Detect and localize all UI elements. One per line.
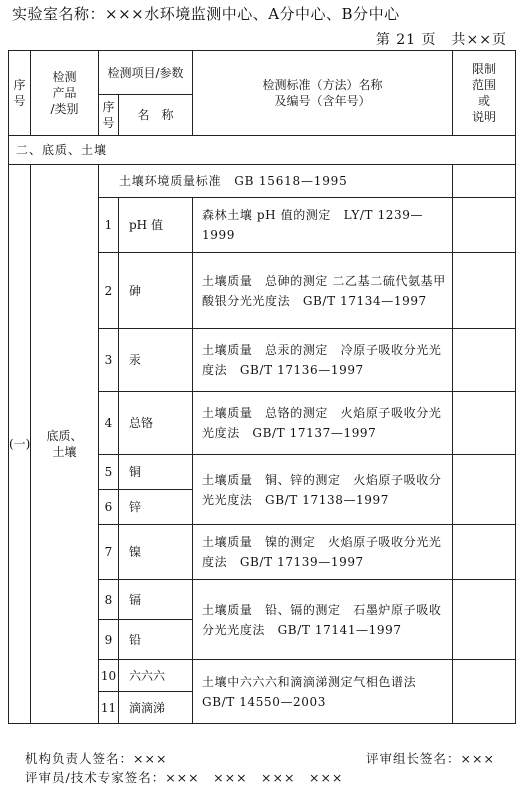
section-title: 二、底质、土壤 [9, 136, 516, 165]
item-name: 总铬 [119, 392, 193, 455]
item-standard: 土壤中六六六和滴滴涕测定气相色谱法 GB/T 14550—2003 [193, 660, 453, 724]
item-standard: 土壤质量 铅、镉的测定 石墨炉原子吸收分光光度法 GB/T 17141—1997 [193, 580, 453, 660]
item-standard: 土壤质量 总铬的测定 火焰原子吸收分光光度法 GB/T 17137—1997 [193, 392, 453, 455]
limit-cell [453, 660, 516, 724]
limit-cell [453, 253, 516, 329]
item-name: 六六六 [119, 660, 193, 692]
item-no: 7 [99, 525, 119, 580]
header-limit: 限制 范围 或 说明 [453, 51, 516, 136]
limit-cell [453, 329, 516, 392]
item-name: 滴滴涕 [119, 692, 193, 724]
item-standard: 土壤质量 总汞的测定 冷原子吸收分光光度法 GB/T 17136—1997 [193, 329, 453, 392]
standard-title: 土壤环境质量标准 GB 15618—1995 [99, 165, 453, 198]
item-no: 10 [99, 660, 119, 692]
org-head-signature: 机构负责人签名：××× [25, 751, 168, 766]
limit-cell [453, 198, 516, 253]
limit-cell [453, 455, 516, 525]
limit-cell [453, 165, 516, 198]
item-name: 镉 [119, 580, 193, 620]
item-name: 镍 [119, 525, 193, 580]
header-item: 检测项目/参数 [99, 51, 193, 95]
item-no: 4 [99, 392, 119, 455]
accreditation-table [8, 50, 516, 724]
item-no: 11 [99, 692, 119, 724]
limit-cell [453, 525, 516, 580]
item-no: 1 [99, 198, 119, 253]
item-standard: 森林土壤 pH 值的测定 LY/T 1239—1999 [193, 198, 453, 253]
page-info: 第 21 页 共××页 [375, 32, 507, 48]
item-name: 砷 [119, 253, 193, 329]
item-name: pH 值 [119, 198, 193, 253]
item-standard: 土壤质量 镍的测定 火焰原子吸收分光光度法 GB/T 17139—1997 [193, 525, 453, 580]
header-item-name: 名 称 [119, 95, 193, 136]
item-name: 铜 [119, 455, 193, 490]
limit-cell [453, 392, 516, 455]
item-name: 锌 [119, 490, 193, 525]
group-category: 底质、 土壤 [31, 165, 99, 724]
review-leader-signature: 评审组长签名：××× [366, 751, 495, 766]
item-standard: 土壤质量 总砷的测定 二乙基二硫代氨基甲酸银分光光度法 GB/T 17134—1997 [193, 253, 453, 329]
item-standard: 土壤质量 铜、锌的测定 火焰原子吸收分光光度法 GB/T 17138—1997 [193, 455, 453, 525]
item-no: 8 [99, 580, 119, 620]
lab-name: 实验室名称：×××水环境监测中心、A分中心、B分中心 [12, 5, 400, 23]
limit-cell [453, 580, 516, 660]
header-seq: 序 号 [9, 51, 31, 136]
item-no: 3 [99, 329, 119, 392]
header-product: 检测 产品 /类别 [31, 51, 99, 136]
item-name: 汞 [119, 329, 193, 392]
item-name: 铅 [119, 620, 193, 660]
group-seq: (一) [9, 165, 31, 724]
item-no: 2 [99, 253, 119, 329]
header-item-seq: 序 号 [99, 95, 119, 136]
item-no: 9 [99, 620, 119, 660]
item-no: 5 [99, 455, 119, 490]
header-standard: 检测标准（方法）名称 及编号（含年号） [193, 51, 453, 136]
item-no: 6 [99, 490, 119, 525]
reviewer-signatures: 评审员/技术专家签名：××× ××× ××× ××× [25, 770, 344, 785]
